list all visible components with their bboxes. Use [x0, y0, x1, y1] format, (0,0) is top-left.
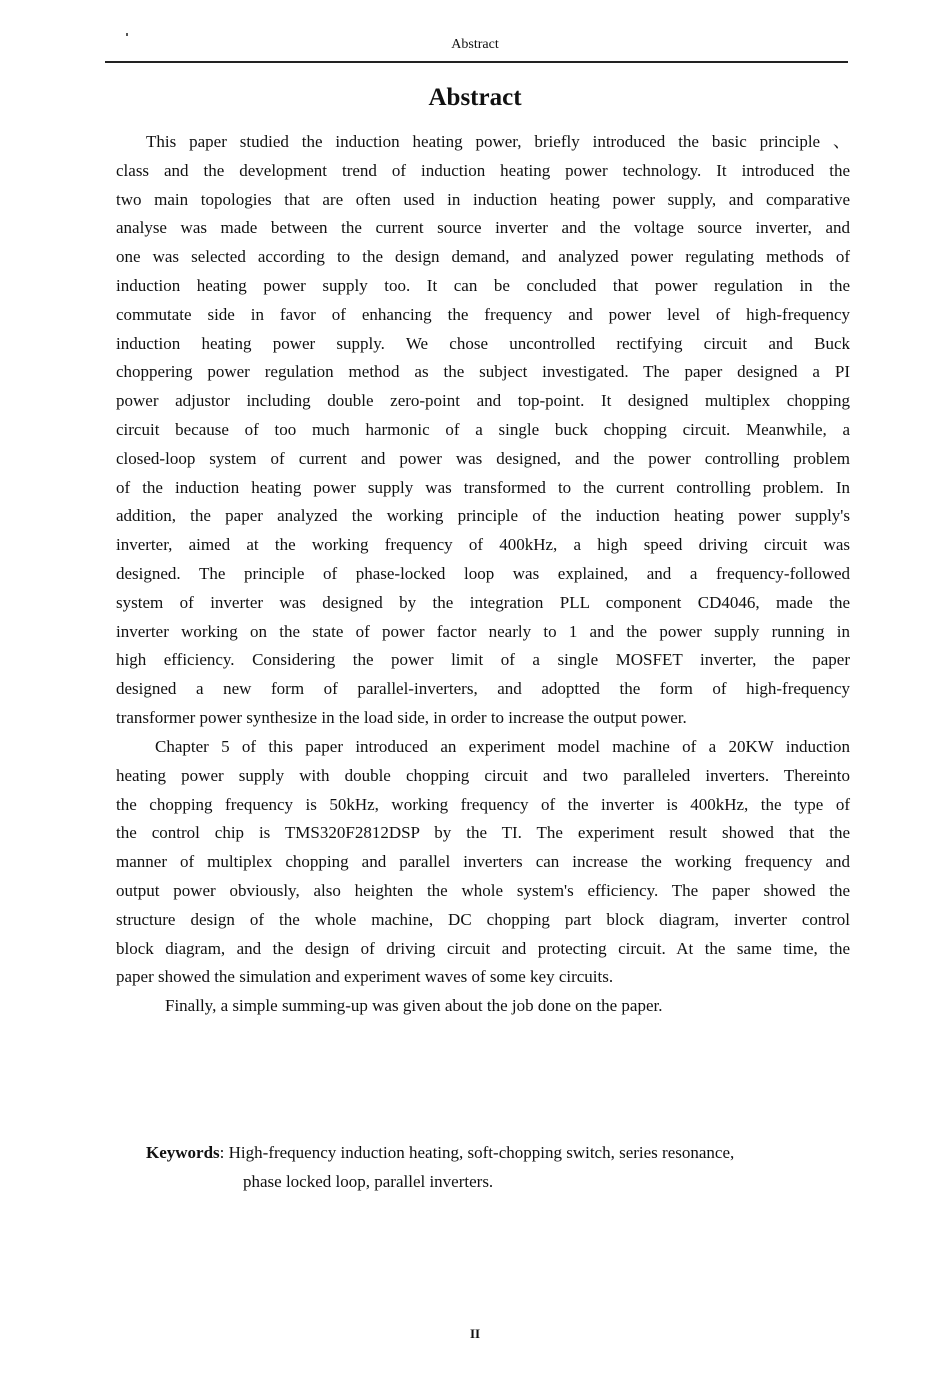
- text-line: the control chip is TMS320F2812DSP by the TI. The experiment result showed that the: [116, 823, 850, 843]
- text-line: paper showed the simulation and experiment waves of some key circuits.: [116, 967, 614, 987]
- text-line: high efficiency. Considering the power limit of a single MOSFET inverter, the paper: [116, 650, 850, 670]
- text-line: Finally, a simple summing-up was given about the job done on the paper.: [165, 996, 663, 1015]
- text-line: designed. The principle of phase-locked loop was explained, and a frequency-followed: [116, 563, 850, 583]
- running-header: Abstract: [451, 37, 499, 52]
- page-title: Abstract: [428, 84, 522, 111]
- text-line: of the induction heating power supply was transformed to the current controlling problem. In: [116, 477, 850, 497]
- text-line: induction heating power supply too. It can be concluded that power regulation in the: [116, 275, 850, 295]
- text-line: transformer power synthesize in the load side, in order to increase the output power.: [116, 707, 687, 727]
- text-line: analyse was made between the current source inverter and the voltage source inverter, and: [116, 218, 850, 238]
- text-line: block diagram, and the design of driving circuit and protecting circuit. At the same time, the: [116, 938, 850, 958]
- header-rule: [105, 61, 848, 63]
- text-line: addition, the paper analyzed the working principle of the induction heating power supply's: [116, 506, 850, 526]
- text-line: the chopping frequency is 50kHz, working frequency of the inverter is 400kHz, the type of: [116, 794, 850, 814]
- text-line: system of inverter was designed by the integration PLL component CD4046, made the: [116, 592, 850, 612]
- text-line: closed-loop system of current and power was designed, and the power controlling problem: [116, 448, 850, 468]
- text-line: two main topologies that are often used in induction heating power supply, and comparative: [116, 189, 850, 209]
- text-line: This paper studied the induction heating power, briefly introduced the basic principle 、: [146, 132, 850, 151]
- text-line: inverter, aimed at the working frequency of 400kHz, a high speed driving circuit was: [116, 535, 850, 555]
- text-line: circuit because of too much harmonic of a single buck chopping circuit. Meanwhile, a: [116, 419, 850, 439]
- text-line: designed a new form of parallel-inverters, and adoptted the form of high-frequency: [116, 679, 850, 699]
- paragraph-2: [116, 733, 850, 992]
- keywords-line-2: phase locked loop, parallel inverters.: [243, 1172, 494, 1191]
- text-line: heating power supply with double chopping circuit and two paralleled inverters. Thereinto: [116, 765, 850, 785]
- keywords-label: Keywords: [146, 1143, 220, 1162]
- text-line: one was selected according to the design demand, and analyzed power regulating methods of: [116, 247, 850, 267]
- text-line: choppering power regulation method as the subject investigated. The paper designed a PI: [116, 362, 850, 382]
- text-line: induction heating power supply. We chose uncontrolled rectifying circuit and Buck: [116, 333, 850, 353]
- scan-speck: [126, 33, 128, 36]
- page-number: II: [469, 1326, 481, 1341]
- text-line: power adjustor including double zero-point and top-point. It designed multiplex chopping: [116, 391, 850, 411]
- keywords-line-1: High-frequency induction heating, soft-chopping switch, series resonance,: [228, 1143, 735, 1162]
- text-line: Chapter 5 of this paper introduced an experiment model machine of a 20KW induction: [155, 737, 850, 756]
- paragraph-3: [116, 992, 850, 1021]
- text-line: inverter working on the state of power factor nearly to 1 and the power supply running in: [116, 621, 850, 641]
- text-line: commutate side in favor of enhancing the frequency and power level of high-frequency: [116, 304, 850, 324]
- text-line: output power obviously, also heighten the whole system's efficiency. The paper showed the: [116, 880, 850, 900]
- keywords: Keywords: High-frequency induction heating, soft-chopping switch, series resonance, phase locked loop, parallel inverters.: [146, 1138, 734, 1196]
- text-line: structure design of the whole machine, DC chopping part block diagram, inverter control: [116, 909, 850, 929]
- paragraph-1: [116, 128, 850, 733]
- text-line: manner of multiplex chopping and parallel inverters can increase the working frequency and: [116, 852, 850, 872]
- text-line: class and the development trend of induction heating power technology. It introduced the: [116, 160, 850, 180]
